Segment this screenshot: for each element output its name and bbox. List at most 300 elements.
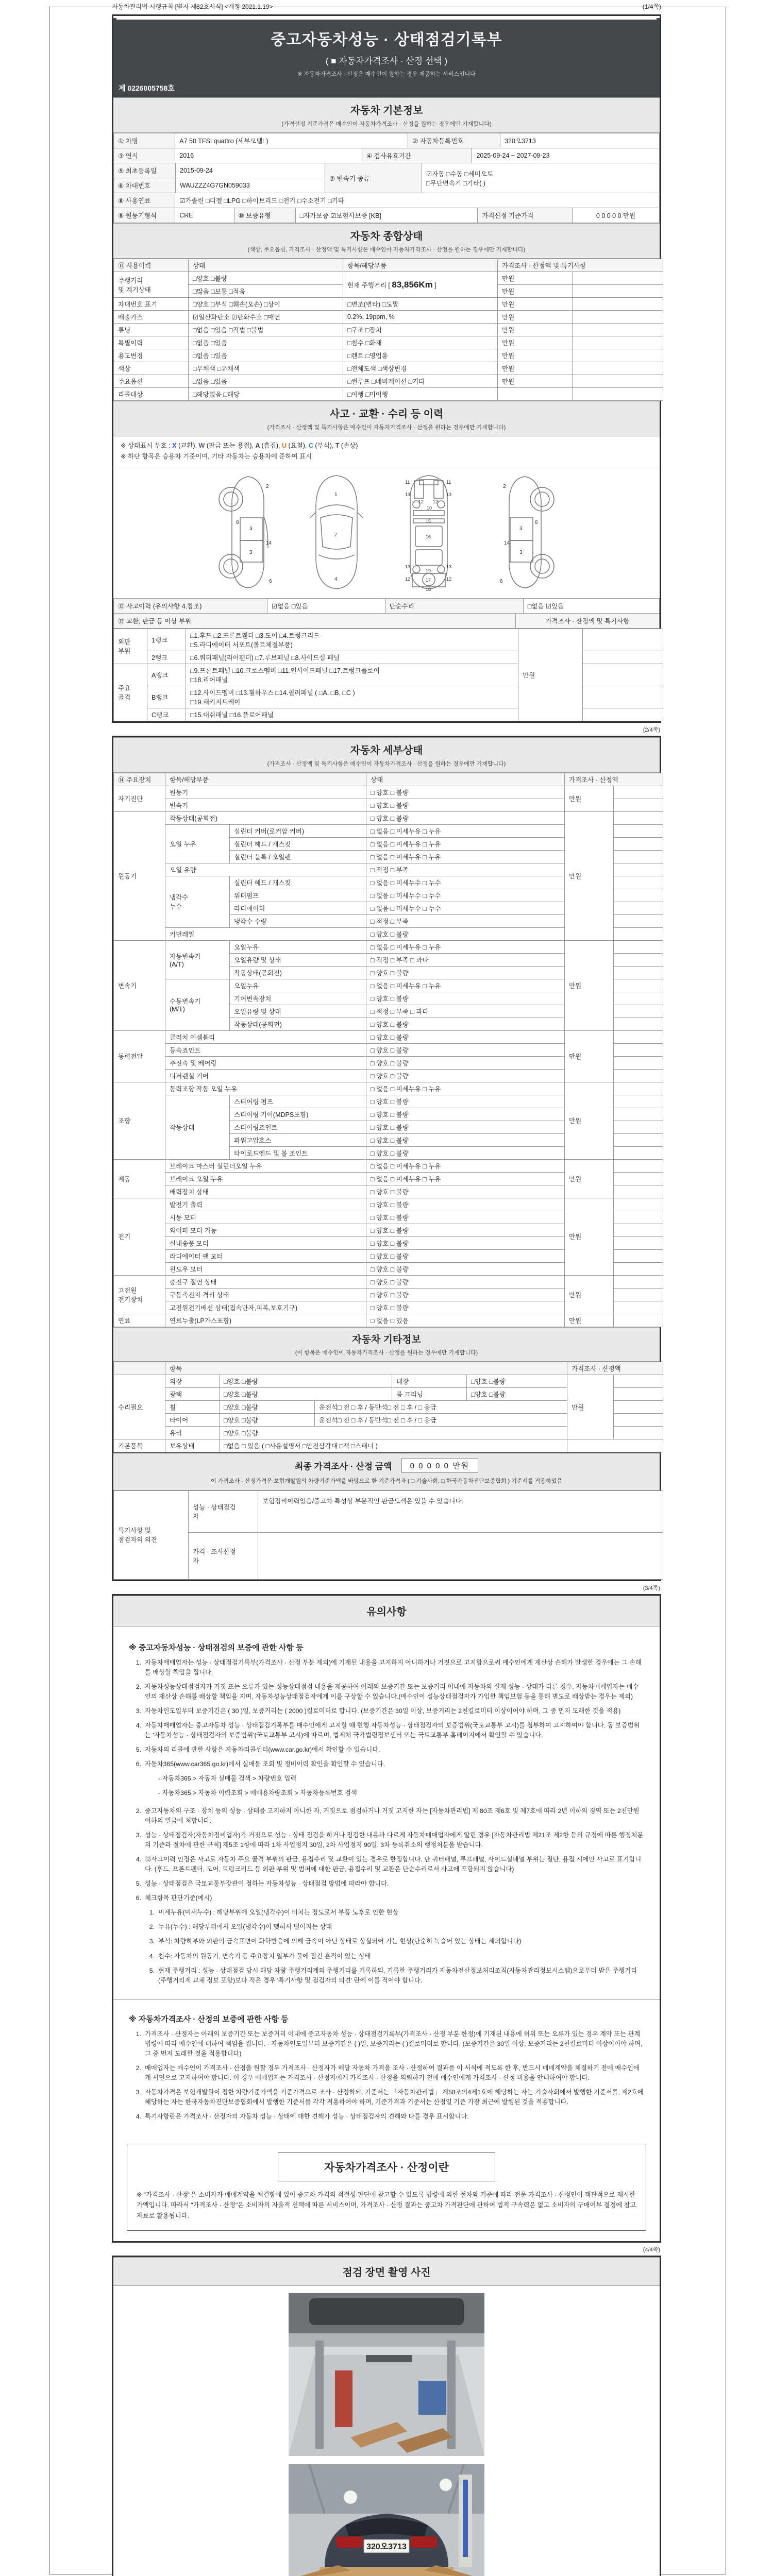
panel-row: [114, 629, 663, 651]
exchange-section-label: ⑬ 교환, 판금 등 이상 부위: [114, 614, 516, 629]
field-label: ③ 연식: [114, 148, 175, 163]
blank-cell: [614, 1198, 663, 1211]
status-checks: □ 양호 □ 불량: [366, 1121, 565, 1133]
item-label: 추진축 및 베어링: [165, 1056, 366, 1069]
item-label: 작동상태(공회전): [230, 966, 366, 979]
col-header: 가격조사 · 산정액: [567, 1362, 663, 1375]
note-number: 5.: [149, 1967, 155, 1974]
note-text: 가격조사 · 산정자는 아래의 보증기간 또는 보증거리 이내에 중고자동차 성능 · 상태점검기록부(가격조사 · 산정 부분 한정)에 기재된 내용에 허위 또는 오류가 있는 경우 계약 또는 관계법령에 따라 매수인에 대하여 책임을 집니다. · 자동차인도일부터 보증기간은 ( )일, 보증거리는 ( )킬로미터로 합니다. (보증기간은 30일 이상, 보증거리는 2천킬로미터 이상이어야 하며, 그 중 먼저 도래한 것을 적용합니다): [145, 2030, 643, 2057]
note-item: [129, 1855, 644, 1874]
price-unit: 만원: [498, 272, 573, 285]
item-label: 오일누유: [230, 940, 366, 953]
note-number: 5.: [136, 1745, 141, 1753]
panel-checks: □1.후드 □2.프론트휀더 □3.도어 □4.트렁크리드 □5.라디에이터 서포트(볼트체결부품): [186, 629, 518, 651]
status-checks: □ 양호 □ 불량: [366, 799, 565, 811]
panel-checks: □15.대쉬패널 □16.플로어패널: [186, 708, 518, 721]
note-number: 6.: [136, 1894, 141, 1902]
panel-checks: □9.프론트패널 □10.크로스멤버 □11.인사이드패널 □17.트렁크플로어 □18.리어패널: [186, 664, 518, 686]
note-text: ⑫사고이력 인정은 사고로 자동차 주요 골격 부위의 판금, 용접수리 및 교환이 있는 경우로 한정합니다. 단 쿼터패널, 루프패널, 사이드실패널 부위는 절단, 용접 시에만 사고로 표기합니다. (후드, 프론트펜더, 도어, 트렁크리드 등 외판 부위 및 범퍼에 대한 판금, 용접수리 및 교환은 단순수리로서 사고에 포함되지 않습니다): [145, 1856, 642, 1873]
note-number: 2.: [136, 2064, 141, 2072]
item-label: 커먼레일: [165, 927, 366, 940]
engine-type-value: CRE: [175, 208, 234, 223]
mileage-suffix: ]: [434, 281, 436, 289]
status-symbol-label: (판금 또는 용접),: [206, 442, 256, 449]
item-label: 연료누출(LP가스포함): [165, 1314, 366, 1327]
mileage-prefix: 현재 주행거리 [: [347, 281, 390, 289]
car-damage-diagrams: [113, 467, 660, 598]
svg-text:12: 12: [405, 576, 411, 582]
item-label: 시동 모터: [165, 1211, 366, 1224]
blank-cell: [614, 1043, 663, 1056]
blank-cell: [614, 1275, 663, 1288]
accident-history-label: ⑫ 사고이력 (유의사항 4.참조): [114, 599, 267, 614]
note-number: 1.: [149, 1909, 155, 1917]
note-item: [129, 1682, 644, 1702]
status-symbol-label: (손상): [341, 442, 358, 449]
svg-text:13: 13: [446, 564, 452, 569]
note-text: 특기사항란은 가격조사 · 산정자의 자동차 성능 · 상태에 대한 견해가 성능 · 상태점검자의 견해와 다를 경우 표시합니다.: [145, 2113, 469, 2120]
status-checks: □무채색 □유채색: [189, 362, 343, 375]
photos-band: [113, 2257, 660, 2286]
svg-text:12: 12: [418, 499, 424, 504]
col-header: 항목: [165, 1362, 567, 1375]
status-checks: □ 양호 □ 불량: [366, 1236, 565, 1249]
price-unit: 만원: [565, 1030, 614, 1082]
status-checks: □양호 □불량: [220, 1426, 567, 1439]
status-checks: □없음 □있음: [189, 349, 343, 362]
document-meta-row: [112, 2, 661, 11]
svg-text:10: 10: [427, 505, 432, 511]
blank-cell: [614, 1211, 663, 1224]
final-price-note: 이 가격조사 · 산정가격은 보험개발원의 차량기준가액을 바탕으로 한 기준가격과 ( □ 기술사회, □ 한국자동차진단보증협회 ) 기준서를 적용하였음: [211, 1478, 562, 1484]
note-item: [142, 1966, 644, 1986]
status-checks: □ 양호 □ 불량: [366, 1056, 565, 1069]
item-label: 스티어링 기어(MDPS포함): [230, 1108, 366, 1121]
car-name-value: A7 50 TFSI quattro (세부모델: ): [175, 133, 408, 148]
item-label: 클러치 어셈블리: [165, 1030, 366, 1043]
blank-cell: [614, 1069, 663, 1082]
status-checks: □ 양호 □ 불량: [366, 1301, 565, 1314]
note-number: [142, 1774, 155, 1784]
blank-cell: [573, 324, 663, 336]
note-text: - 자동차365 > 자동차 실매물 검색 > 차량번호 입력: [158, 1774, 297, 1782]
position-checks: 운전석□ 전 □ 후 / 동반석□ 전 □ 후 / □ 응급: [315, 1413, 567, 1426]
inspector-opinion-table: [113, 1490, 663, 1580]
group-label: 기본품목: [114, 1439, 165, 1452]
item-label: 룸 크리닝: [392, 1387, 467, 1400]
blank-cell: [614, 837, 663, 850]
blank-cell: [614, 966, 663, 979]
car-side-right-diagram: [488, 472, 565, 592]
row-label: 색상: [114, 362, 189, 375]
overall-state-subtitle: (색상, 주요옵션, 가격조사 · 산정액 및 특기사항은 매수인이 자동차가격조사 · 산정을 원하는 경우에만 기재합니다): [247, 247, 526, 253]
item-label: 브레이크 오일 누유: [165, 1172, 366, 1185]
note-text: 누유(누수) : 해당부위에서 오일(냉각수)이 맺혀서 떨어지는 상태: [158, 1923, 332, 1931]
mileage-value: 83,856Km: [392, 279, 433, 290]
report-title: 중고자동차성능 · 상태점검기록부: [271, 31, 502, 48]
price-unit: 만원: [565, 1159, 614, 1198]
field-label: ⑦ 변속기 종류: [325, 163, 422, 193]
status-symbol: T: [335, 442, 341, 449]
col-header: 항목/해당부품: [165, 773, 366, 786]
status-checks: □ 양호 □ 불량: [366, 1146, 565, 1159]
page4-box: [112, 2256, 661, 2576]
basic-info-subtitle: (가격산정 기준가격은 매수인이 자동차가격조사 · 산정을 원하는 경우에만 기재합니다): [281, 121, 492, 127]
price-unit: 만원: [498, 362, 573, 375]
item-label: 실내송풍 모터: [165, 1236, 366, 1249]
status-checks: □양호 □부식 □훼손(오손) □상이: [189, 298, 343, 311]
item-checks: □구조 □장치: [343, 324, 498, 336]
overall-state-band: [113, 223, 660, 259]
document-number: 제 0226005758호: [119, 84, 175, 92]
item-checks: □변조(변타) □도말: [343, 298, 498, 311]
col-header: 상태: [189, 259, 343, 272]
svg-text:8: 8: [236, 519, 239, 526]
transmission-checks-line2: □무단변속기 □기타( ): [426, 179, 485, 187]
svg-text:1: 1: [334, 492, 338, 498]
sub-group-label: 냉각수 누수: [165, 876, 230, 927]
status-checks: □양호 □불량: [220, 1413, 315, 1426]
blank-cell: [614, 824, 663, 837]
car-top-diagram: [303, 472, 370, 592]
note-number: 3.: [149, 1938, 155, 1945]
note-text: 매매업자는 매수인이 가격조사 · 산정을 원할 경우 가격조사 · 산정자가 해당 자동차 가격을 조사 · 산정하여 결과를 이 서식에 적도록 한 후, 반드시 매매계약을 체결하기 전에 매수인에게 서면으로 고지하여야 합니다. 이 경우 매매업자는 가격조사 · 산정자에게 가격조사 · 산정을 의뢰하기 전에 매수인에게 가격조사 · 산정 비용을 안내하여야 합니다.: [145, 2064, 640, 2081]
svg-text:6: 6: [500, 578, 503, 584]
photo-car-rear: [289, 2464, 484, 2576]
blank-cell: [614, 1108, 663, 1121]
blank-cell: [583, 686, 663, 708]
inspection-period-value: 2025-09-24 ~ 2027-09-23: [472, 148, 660, 163]
document-body: [112, 14, 661, 2576]
page-indicator-2: (2/4쪽): [643, 726, 660, 733]
col-header: 상태: [366, 773, 565, 786]
note-item: [142, 1774, 644, 1784]
license-plate-text: 320오3713: [366, 2542, 407, 2551]
device-group-label: 동력전달: [114, 1030, 165, 1082]
notes-groupC-list: [129, 2029, 644, 2122]
detail-row: [114, 1275, 663, 1288]
status-checks: □없음 □있음: [189, 375, 343, 388]
device-group-label: 자기진단: [114, 786, 165, 811]
blank-header: [114, 1362, 165, 1375]
svg-text:7: 7: [334, 532, 338, 538]
note-text: 침수: 자동차의 원동기, 변속기 등 주요장치 일부가 물에 잠긴 흔적이 있는 상태: [158, 1952, 371, 1960]
blank-cell: [614, 1121, 663, 1133]
blank-cell: [573, 349, 663, 362]
blank-cell: [614, 1030, 663, 1043]
item-label: 작동상태(공회전): [230, 1018, 366, 1030]
field-label: ⑥ 차대번호: [114, 178, 176, 193]
blank-cell: [573, 311, 663, 324]
overall-state-title: 자동차 종합상태: [350, 231, 423, 242]
note-number: 2.: [136, 1807, 141, 1815]
status-checks: □ 양호 □ 불량: [366, 1030, 565, 1043]
status-checks: □ 적정 □ 부족: [366, 914, 565, 927]
svg-text:19: 19: [426, 568, 431, 573]
note-item: [129, 2063, 644, 2083]
blank-cell: [614, 1288, 663, 1301]
note-item: [129, 1721, 644, 1740]
status-checks: □ 양호 □ 불량: [366, 786, 565, 799]
status-checks: □ 양호 □ 불량: [366, 1198, 565, 1211]
notes-groupA-title: ※ 중고자동차성능 · 상태점검의 보증에 관한 사항 등: [129, 1643, 304, 1652]
row-label: 주행거리 및 계기상태: [114, 272, 189, 298]
accident-history-checks: ☑없음 □있음: [267, 599, 385, 614]
status-checks: □ 양호 □ 불량: [366, 1275, 565, 1288]
note-item: [142, 1908, 644, 1918]
price-unit: 만원: [565, 940, 614, 1030]
svg-text:3: 3: [249, 549, 253, 555]
blank-cell: [498, 388, 573, 401]
device-group-label: 제동: [114, 1159, 165, 1198]
note-number: 4.: [136, 2113, 141, 2120]
blank-cell: [614, 1159, 663, 1172]
sub-group-label: 자동변속기 (A/T): [165, 940, 230, 979]
item-label: 윈도우 모터: [165, 1262, 366, 1275]
item-label: 스티어링조인트: [230, 1121, 366, 1133]
status-checks: □양호 □불량: [220, 1387, 392, 1400]
item-label: 외장: [165, 1375, 220, 1387]
overall-state-table: [113, 259, 663, 401]
blank-cell: [614, 992, 663, 1005]
status-checks: □ 없음 □ 미세누유 □ 누유: [366, 1159, 565, 1172]
item-label: 발전기 출력: [165, 1198, 366, 1211]
etc-info-band: [113, 1327, 660, 1362]
blank-cell: [614, 889, 663, 902]
device-group-label: 조향: [114, 1082, 165, 1159]
status-symbol-label: (요철),: [288, 442, 309, 449]
status-checks: □ 양호 □ 불량: [366, 927, 565, 940]
row-label: 리콜대상: [114, 388, 189, 401]
note-item: [129, 1879, 644, 1889]
status-checks: □ 양호 □ 불량: [366, 811, 565, 824]
model-year-value: 2016: [175, 148, 362, 163]
note-text: 자동차의 리콜에 관한 사항은 자동차리콜센터(www.car.go.kr)에서 확인할 수 있습니다.: [145, 1745, 380, 1753]
svg-text:6: 6: [269, 578, 272, 584]
item-checks: □전체도색 □색상변경: [343, 362, 498, 375]
status-checks: □ 양호 □ 불량: [366, 1018, 565, 1030]
status-checks: □많음 □보통 □적음: [189, 285, 343, 298]
item-label: 실린더 커버(로커암 커버): [230, 824, 366, 837]
item-label: 스티어링 펌프: [230, 1095, 366, 1108]
note-number: 1.: [136, 1658, 141, 1666]
item-checks: □렌트 □영업용: [343, 349, 498, 362]
price-unit: 만원: [498, 311, 573, 324]
rank-label: C랭크: [147, 708, 186, 721]
notes-groupA-list: [129, 1658, 644, 1799]
field-label: ⑨ 원동기형식: [114, 208, 175, 223]
page1-box: [112, 14, 661, 723]
blank-cell: [614, 1056, 663, 1069]
blank-cell: [583, 708, 663, 721]
basic-info-table: [113, 133, 660, 223]
note-text: 자동차인도일부터 보증기간은 ( 30 )일, 보증거리는 ( 2000 )킬로미터로 합니다. (보증기간은 30일 이상, 보증거리는 2천킬로미터 이상이어야 하며, 그 중 먼저 도래한 것을 적용): [145, 1707, 621, 1715]
status-checks: □ 적정 □ 부족 □ 과다: [366, 953, 565, 966]
price-unit: 만원: [498, 349, 573, 362]
photos-title: 점검 장면 촬영 사진: [342, 2266, 431, 2278]
price-column-header: 가격조사 · 산정액 및 특기사항: [516, 614, 660, 629]
item-label: 실린더 헤드 / 개스킷: [230, 876, 366, 889]
basic-info-band: [113, 97, 660, 133]
note-text: 성능 · 상태점검자(자동차정비업자)가 거짓으로 성능 · 상태 점검을 하거나 점검한 내용과 다르게 자동차매매업자에게 알린 경우 [자동차관리법 제21조 제2항 등의 규정에 따른 행정처분의 기준과 절차에 관한 규칙] 제5조 1항에 따라 1차 사업정지 30일, 2차 사업정지 90일, 3차 등록취소의 행정처분을 받습니다.: [145, 1832, 644, 1849]
note-item: [142, 1922, 644, 1932]
row-label: 차대번호 표기: [114, 298, 189, 311]
status-checks: □ 없음 □ 있음: [366, 1314, 565, 1327]
status-checks: □양호 □불량: [220, 1375, 392, 1387]
blank-cell: [573, 285, 663, 298]
status-checks: □ 양호 □ 불량: [366, 1262, 565, 1275]
svg-text:16: 16: [426, 534, 431, 539]
item-label: 휠: [165, 1400, 220, 1413]
svg-text:8: 8: [535, 519, 538, 526]
item-label: 동력조향 작동 오일 누유: [165, 1082, 366, 1095]
detail-row: [114, 940, 663, 953]
item-label: 파워고압호스: [230, 1133, 366, 1146]
status-checks: □ 없음 □ 미세누유 □ 누유: [366, 850, 565, 863]
note-item: [129, 1806, 644, 1826]
price-unit: 만원: [498, 375, 573, 388]
blank-cell: [614, 1262, 663, 1275]
status-checks: □해당없음 □해당: [189, 388, 343, 401]
first-registration-value: 2015-09-24: [176, 163, 325, 178]
note-item: [142, 1937, 644, 1946]
note-number: 3.: [136, 1832, 141, 1839]
svg-text:3: 3: [519, 549, 523, 555]
device-group-label: 고전원 전기장치: [114, 1275, 165, 1314]
blank-cell: [614, 1249, 663, 1262]
blank-cell: [573, 336, 663, 349]
item-label: 충전구 절연 상태: [165, 1275, 366, 1288]
fuel-checks: ☑가솔린 □디젤 □LPG □하이브리드 □전기 □수소전기 □기타: [175, 193, 660, 208]
note-number: 4.: [136, 1721, 141, 1729]
item-label: 고전원전기배선 상태(접속단자,피복,보호기구): [165, 1301, 366, 1314]
accident-history-band: [113, 401, 660, 436]
price-definition-title: 자동차가격조사 · 산정이란: [278, 2153, 495, 2181]
base-price-value: 0 0 0 0 0 만원: [573, 208, 660, 223]
svg-text:4: 4: [334, 576, 338, 582]
blank-cell: [614, 1301, 663, 1314]
svg-text:12: 12: [433, 499, 439, 504]
field-label: ① 차명: [114, 133, 175, 148]
blank-cell: [614, 786, 663, 799]
price-unit: 만원: [565, 811, 614, 940]
status-symbol: W: [198, 442, 207, 449]
notes-band: [113, 1596, 660, 1626]
blank-cell: [614, 1224, 663, 1236]
group-label: 수리필요: [114, 1375, 165, 1439]
photo-under-car: [289, 2293, 484, 2456]
status-symbol: U: [281, 442, 289, 449]
row-label: 용도변경: [114, 349, 189, 362]
status-checks: □ 없음 □ 미세누유 □ 누유: [366, 824, 565, 837]
blank-cell: [614, 1413, 663, 1426]
note-number: 4.: [136, 1856, 141, 1863]
svg-text:17: 17: [426, 577, 431, 583]
item-label: 냉각수 수량: [230, 914, 366, 927]
report-note: ※ 자동차가격조사 · 산정은 매수인이 원하는 경우 제공하는 서비스입니다: [297, 71, 476, 77]
item-label: 내장: [392, 1375, 467, 1387]
status-checks: □없음 □있음 □적법 □불법: [189, 324, 343, 336]
item-label: 오일유량 및 상태: [230, 953, 366, 966]
rank-label: B랭크: [147, 686, 186, 708]
etc-info-table: [113, 1362, 663, 1452]
svg-text:18: 18: [426, 586, 431, 592]
status-symbol-label: (교환),: [178, 442, 199, 449]
status-checks: □양호 □불량: [189, 272, 343, 285]
blank-cell: [614, 1005, 663, 1018]
field-label: 가격산정 기준가격: [478, 208, 573, 223]
sub-group-label: 오일 누유: [165, 824, 230, 863]
item-label: 변속기: [165, 799, 366, 811]
device-group-label: 전기: [114, 1198, 165, 1275]
note-text: 미세누유(미세누수) : 해당부위에 오일(냉각수)이 비치는 정도로서 부품 노후로 인한 현상: [158, 1909, 399, 1917]
page-indicator-4: (4/4쪽): [643, 2246, 660, 2253]
price-unit: 만원: [565, 1198, 614, 1275]
price-definition-box: [127, 2144, 646, 2231]
status-checks: □ 양호 □ 불량: [366, 1095, 565, 1108]
note-number: 1.: [136, 2030, 141, 2038]
status-checks: □양호 □불량: [467, 1375, 567, 1387]
page3-box: [112, 1594, 661, 2243]
note-item: [129, 1658, 644, 1677]
detail-row: [114, 1159, 663, 1172]
svg-text:14: 14: [266, 540, 272, 546]
detail-row: [114, 1314, 663, 1327]
blank-cell: [614, 914, 663, 927]
status-symbol: C: [308, 442, 315, 449]
svg-text:11: 11: [446, 479, 451, 485]
status-checks: □ 양호 □ 불량: [366, 1211, 565, 1224]
device-group-label: 변속기: [114, 940, 165, 1030]
plate-number-value: 320오3713: [500, 133, 660, 148]
status-checks: □없음 □있음: [189, 336, 343, 349]
blank-cell: [614, 863, 663, 876]
price-unit: 만원: [565, 1082, 614, 1159]
item-label: 워터펌프: [230, 889, 366, 902]
note-item: [129, 1745, 644, 1755]
price-unit: 만원: [498, 324, 573, 336]
row-label: 배출가스: [114, 311, 189, 324]
price-unit: 만원: [565, 786, 614, 811]
note-text: 체크항목 판단기준(예시): [145, 1894, 212, 1902]
transmission-checks-line1: ☑자동 □수동 □세미오토: [426, 170, 493, 178]
final-price-value: 0 0 0 0 0 만원: [401, 1458, 479, 1473]
field-label: ⑧ 사용연료: [114, 193, 175, 208]
item-label: 작동상태(공회전): [165, 811, 366, 824]
field-label: ④ 검사유효기간: [362, 148, 473, 163]
blank-cell: [583, 651, 663, 664]
note-number: 3.: [136, 2088, 141, 2096]
status-checks: □ 양호 □ 불량: [366, 1249, 565, 1262]
note-item: [129, 1706, 644, 1716]
item-label: 타이어: [165, 1413, 220, 1426]
svg-text:2: 2: [266, 483, 269, 489]
row-label: 튜닝: [114, 324, 189, 336]
blank-cell: [614, 799, 663, 811]
note-item: [129, 2088, 644, 2107]
blank-cell: [614, 1082, 663, 1095]
rank-label: 1랭크: [147, 629, 186, 651]
note-text: - 자동차365 > 자동차 이력조회 > 매매용차량조회 > 자동차등록번호 검색: [158, 1789, 357, 1797]
detail-state-band: [113, 737, 660, 773]
blank-cell: [573, 298, 663, 311]
detail-state-subtitle: (가격조사 · 산정액 및 특기사항은 매수인이 자동차가격조사 · 산정을 원하는 경우에만 기재합니다): [267, 760, 506, 767]
accident-history-title: 사고 · 교환 · 수리 등 이력: [329, 409, 444, 420]
blank-cell: [614, 1018, 663, 1030]
notes-groupC-title: ※ 자동차가격조사 · 산정의 보증에 관한 사항 등: [129, 2014, 289, 2024]
report-title-header: [113, 18, 660, 97]
accident-legend: [113, 436, 660, 467]
